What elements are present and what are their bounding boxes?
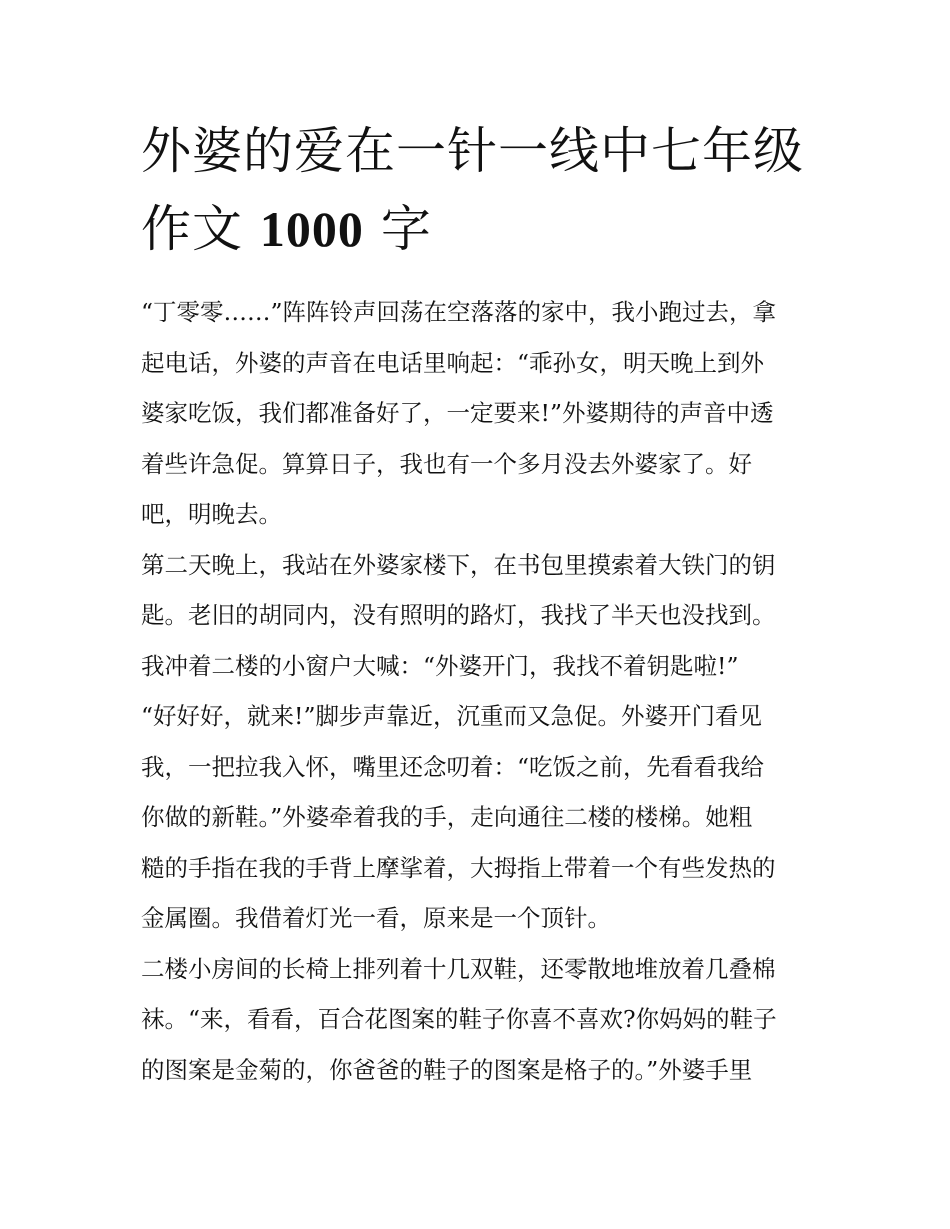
title-word-zuowen: 作文 [141, 200, 243, 258]
paragraph-line: 我冲着二楼的小窗户大喊：“外婆开门，我找不着钥匙啦!” [141, 651, 739, 680]
paragraph-4 [141, 944, 813, 1096]
paragraph-line: 吧，明晚去。 [141, 500, 282, 528]
paragraph-line: 匙。老旧的胡同内，没有照明的路灯，我找了半天也没找到。 [141, 601, 776, 629]
paragraph-line: 你做的新鞋。”外婆牵着我的手，走向通往二楼的楼梯。她粗 [141, 803, 753, 831]
title-word-zi: 字 [380, 200, 432, 258]
paragraph-2 [141, 540, 813, 692]
paragraph-line: 二楼小房间的长椅上排列着十几双鞋，还零散地堆放着几叠棉 [141, 954, 776, 983]
paragraph-line: 我，一把拉我入怀，嘴里还念叨着：“吃饭之前，先看看我给 [141, 752, 765, 781]
paragraph-line: 袜。“来，看看，百合花图案的鞋子你喜不喜欢?你妈妈的鞋子 [141, 1005, 777, 1033]
document-page [141, 112, 813, 1095]
paragraph-line: “丁零零……”阵阵铃声回荡在空落落的家中，我小跑过去，拿 [141, 298, 777, 326]
paragraph-1 [141, 287, 813, 540]
paragraph-line: 婆家吃饭，我们都准备好了，一定要来!”外婆期待的声音中透 [141, 399, 774, 427]
paragraph-line: 金属圈。我借着灯光一看，原来是一个顶针。 [141, 904, 611, 932]
paragraph-line: 起电话，外婆的声音在电话里响起：“乖孙女，明天晚上到外 [141, 348, 765, 377]
paragraph-line: 着些许急促。算算日子，我也有一个多月没去外婆家了。好 [141, 449, 752, 478]
title-line-2 [141, 190, 813, 268]
title-line-1: 外婆的爱在一针一线中七年级 [141, 122, 804, 180]
paragraph-line: “好好好，就来!”脚步声靠近，沉重而又急促。外婆开门看见 [141, 702, 762, 730]
title-number: 1000 [259, 201, 364, 257]
document-body [141, 287, 813, 1095]
paragraph-line: 的图案是金菊的，你爸爸的鞋子的图案是格子的。”外婆手里 [141, 1055, 753, 1084]
document-title [141, 112, 813, 268]
paragraph-3 [141, 691, 813, 944]
paragraph-line: 糙的手指在我的手背上摩挲着，大拇指上带着一个有些发热的 [141, 853, 776, 882]
paragraph-line: 第二天晚上，我站在外婆家楼下，在书包里摸索着大铁门的钥 [141, 550, 776, 579]
